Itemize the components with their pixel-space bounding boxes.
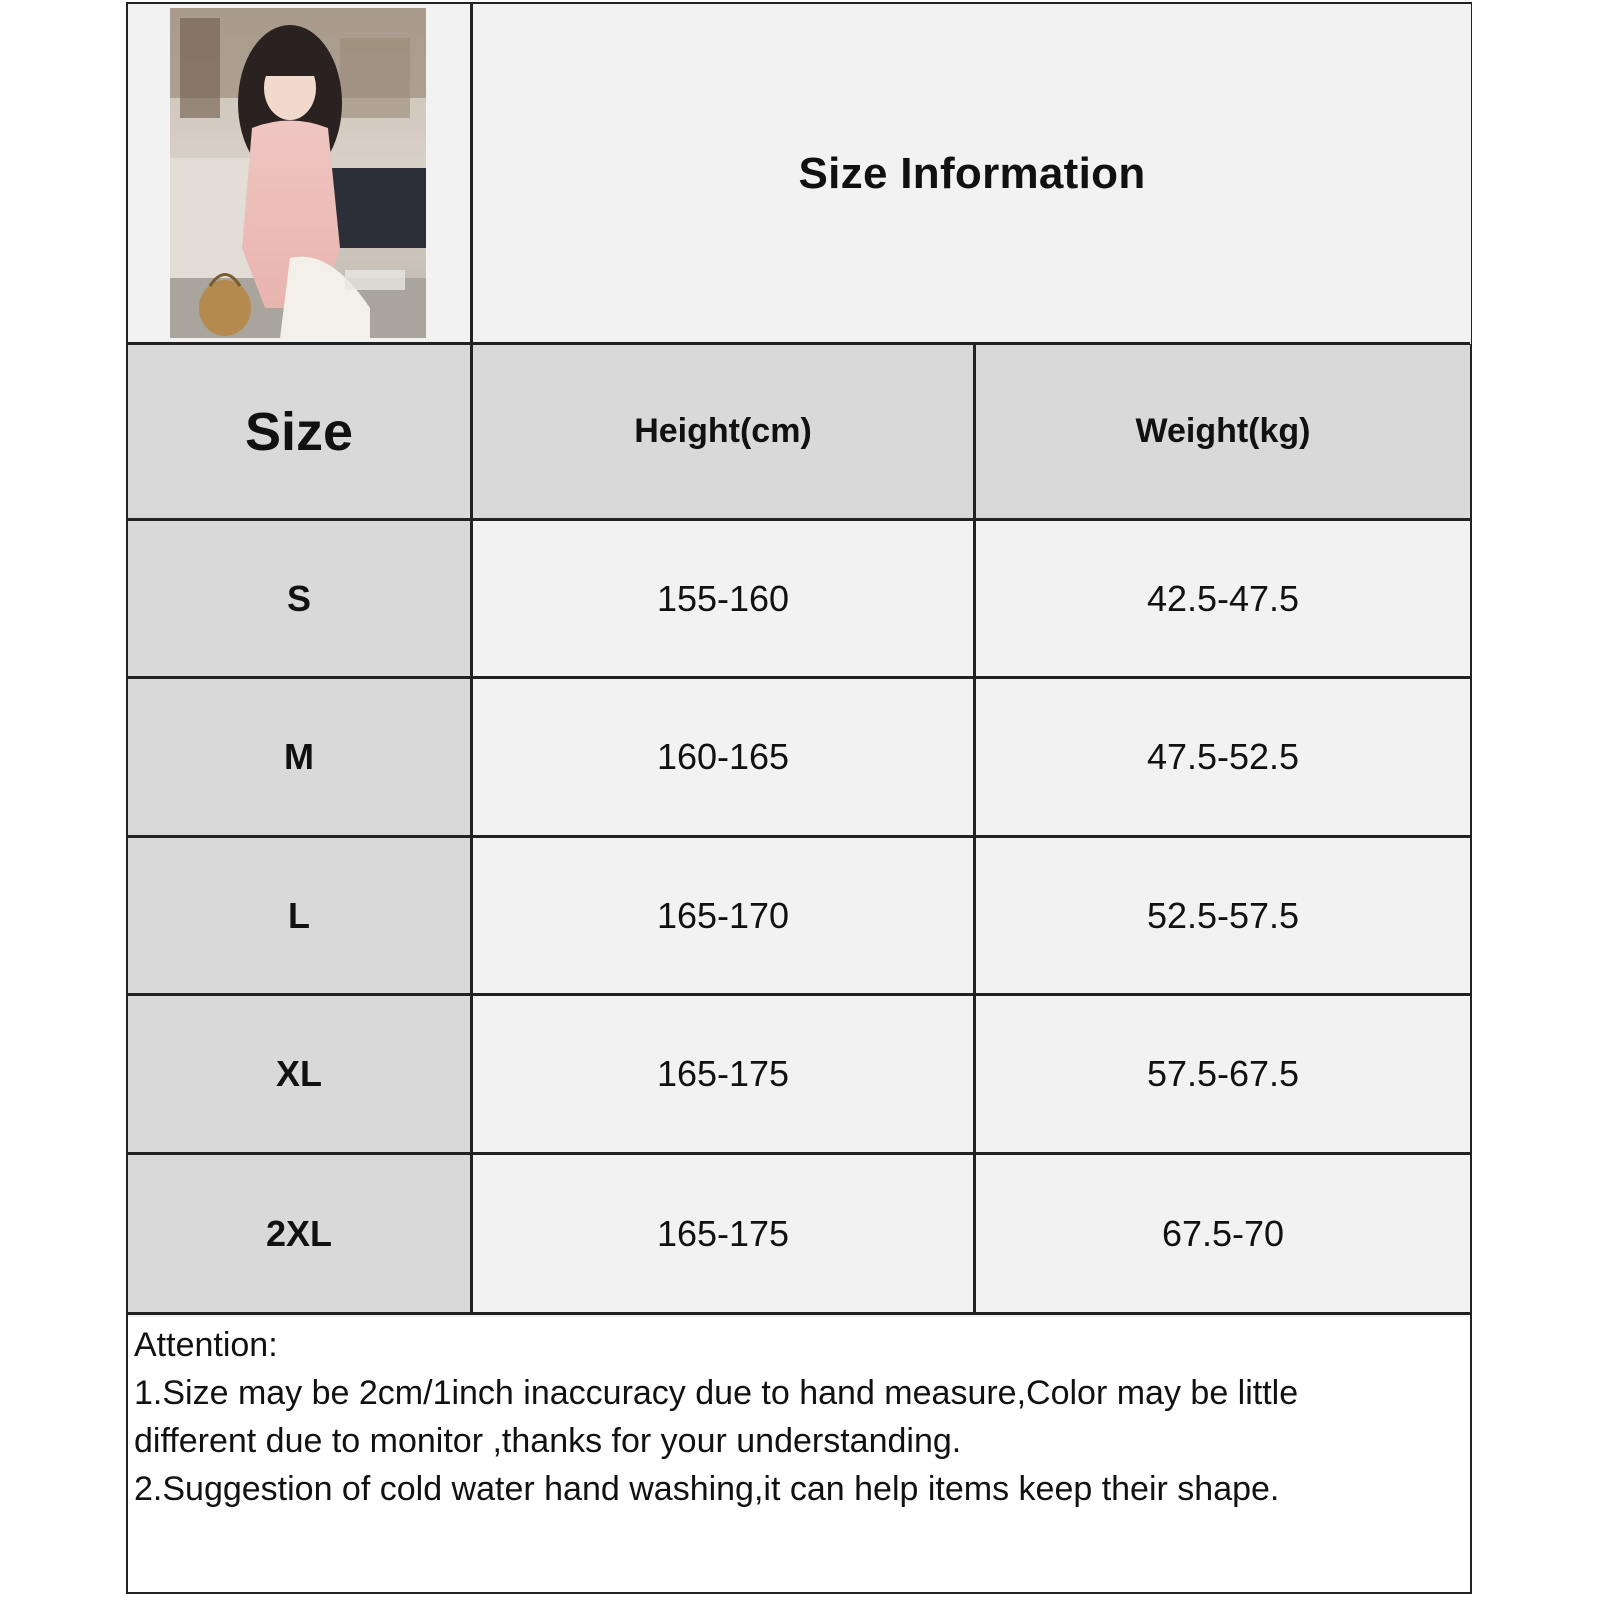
height-value: 165-175 bbox=[656, 1212, 790, 1254]
height-value: 165-170 bbox=[656, 894, 790, 936]
size-label: S bbox=[286, 577, 311, 619]
product-photo-cell bbox=[128, 4, 470, 344]
header-size-cell bbox=[128, 345, 470, 518]
weight-value: 52.5-57.5 bbox=[1146, 894, 1300, 936]
size-label: L bbox=[288, 894, 310, 936]
divider-vertical bbox=[470, 342, 473, 1315]
table-row-weight bbox=[976, 679, 1470, 835]
header-height-cell bbox=[473, 345, 973, 518]
title-cell bbox=[473, 4, 1471, 344]
attention-notes bbox=[128, 1317, 1470, 1592]
table-row-height bbox=[473, 996, 973, 1152]
table-row-weight bbox=[976, 1155, 1470, 1312]
attention-line-1b: different due to monitor ,thanks for your understanding. bbox=[134, 1422, 962, 1460]
table-row-size bbox=[128, 996, 470, 1152]
weight-value: 57.5-67.5 bbox=[1146, 1053, 1300, 1094]
attention-line-2: 2.Suggestion of cold water hand washing,it can help items keep their shape. bbox=[134, 1470, 1280, 1508]
header-height: Height(cm) bbox=[634, 412, 812, 450]
product-photo bbox=[170, 8, 426, 338]
attention-line-1a: 1.Size may be 2cm/1inch inaccuracy due to hand measure,Color may be little bbox=[134, 1374, 1299, 1412]
weight-value: 67.5-70 bbox=[1161, 1212, 1285, 1254]
divider-horizontal bbox=[128, 1312, 1470, 1315]
weight-value: 47.5-52.5 bbox=[1146, 736, 1300, 777]
table-row-size bbox=[128, 521, 470, 676]
table-row-weight bbox=[976, 521, 1470, 676]
table-row-height bbox=[473, 1155, 973, 1312]
table-row-weight bbox=[976, 838, 1470, 993]
table-row-height bbox=[473, 679, 973, 835]
size-chart bbox=[126, 2, 1472, 1594]
size-label: XL bbox=[275, 1053, 322, 1094]
product-photo-image bbox=[170, 8, 426, 338]
attention-heading: Attention: bbox=[134, 1326, 278, 1364]
height-value: 155-160 bbox=[656, 577, 790, 619]
height-value: 165-175 bbox=[656, 1053, 790, 1094]
table-row-height bbox=[473, 521, 973, 676]
table-row-size bbox=[128, 1155, 470, 1312]
table-row-weight bbox=[976, 996, 1470, 1152]
size-label: 2XL bbox=[265, 1212, 333, 1254]
header-weight: Weight(kg) bbox=[1135, 412, 1311, 450]
table-row-size bbox=[128, 838, 470, 993]
size-label: M bbox=[284, 736, 314, 777]
chart-title: Size Information bbox=[798, 149, 1146, 198]
header-size: Size bbox=[244, 401, 354, 462]
header-weight-cell bbox=[976, 345, 1470, 518]
table-row-size bbox=[128, 679, 470, 835]
divider-vertical bbox=[973, 342, 976, 1315]
height-value: 160-165 bbox=[656, 736, 790, 777]
weight-value: 42.5-47.5 bbox=[1146, 577, 1300, 619]
table-row-height bbox=[473, 838, 973, 993]
